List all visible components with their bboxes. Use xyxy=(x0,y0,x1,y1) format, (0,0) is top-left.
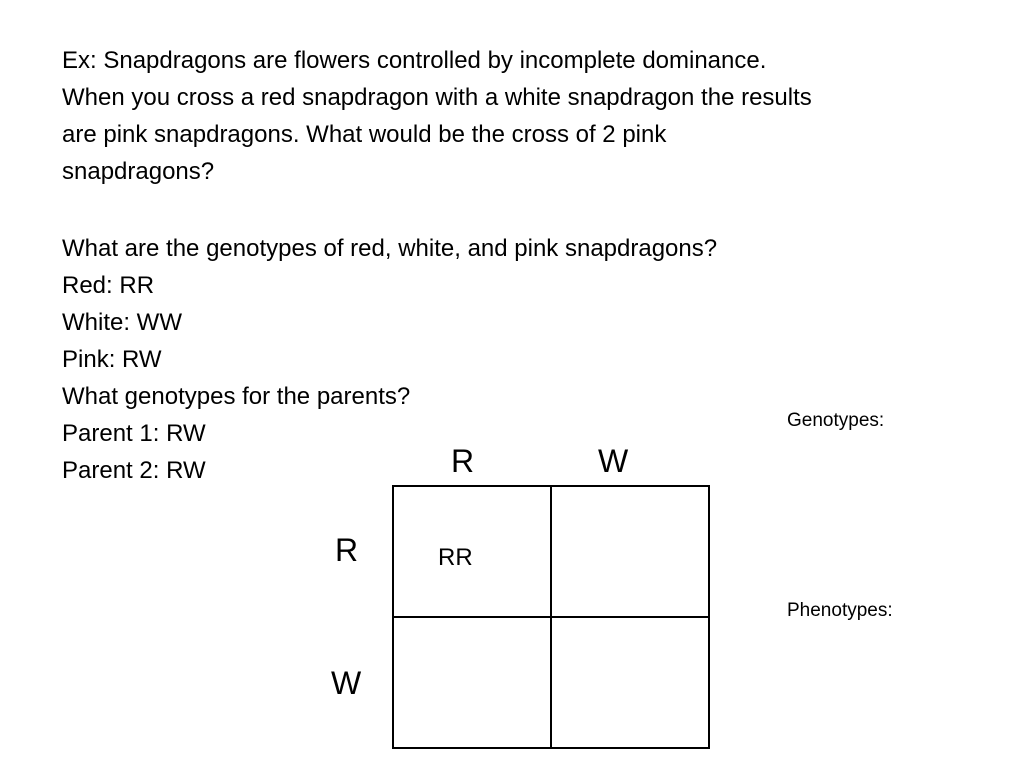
parent-1-genotype: Parent 1: RW xyxy=(62,420,206,447)
white-genotype: White: WW xyxy=(62,309,182,336)
punnett-square xyxy=(392,485,710,749)
row-allele-r: R xyxy=(335,532,359,568)
question-text xyxy=(62,42,992,190)
question-line: Ex: Snapdragons are flowers controlled by incomplete dominance. xyxy=(62,47,767,74)
pink-genotype: Pink: RW xyxy=(62,346,162,373)
punnett-cell xyxy=(393,486,551,617)
punnett-row xyxy=(393,486,709,617)
column-allele-r: R xyxy=(451,443,475,479)
punnett-cell xyxy=(551,486,709,617)
genotypes-heading: What are the genotypes of red, white, and pink snapdragons? xyxy=(62,235,718,262)
question-line: When you cross a red snapdragon with a white snapdragon the results xyxy=(62,84,812,111)
genotypes-label: Genotypes: xyxy=(787,410,885,431)
punnett-row xyxy=(393,617,709,748)
parents-heading: What genotypes for the parents? xyxy=(62,383,411,410)
question-line: are pink snapdragons. What would be the cross of 2 pink xyxy=(62,121,667,148)
column-allele-w: W xyxy=(598,443,629,479)
question-line: snapdragons? xyxy=(62,158,215,185)
punnett-cell xyxy=(393,617,551,748)
phenotypes-label: Phenotypes: xyxy=(787,600,893,621)
parent-2-genotype: Parent 2: RW xyxy=(62,457,206,484)
red-genotype: Red: RR xyxy=(62,272,155,299)
punnett-cell xyxy=(551,617,709,748)
punnett-cell-value: RR xyxy=(438,544,473,571)
row-allele-w: W xyxy=(331,665,362,701)
genotype-answers xyxy=(62,230,992,489)
